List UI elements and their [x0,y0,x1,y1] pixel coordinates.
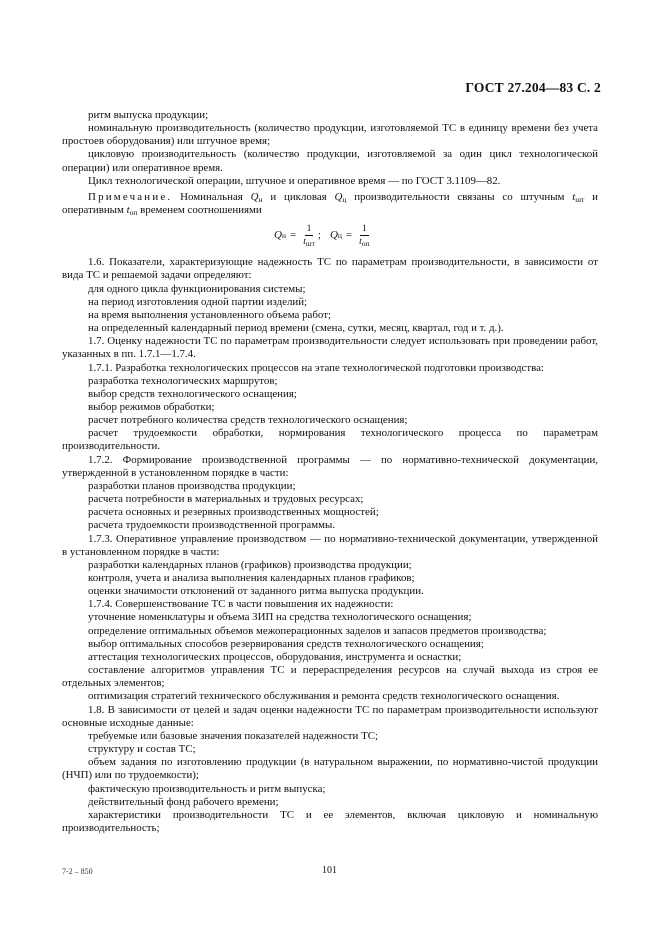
subscript: оп [129,208,138,218]
paragraph: 1.7.1. Разработка технологических процессов на этапе технологической подготовки производства: [88,361,544,374]
paragraph: на время выполнения установленного объема работ; [88,308,331,321]
paragraph: требуемые или базовые значения показателей надежности ТС; [88,729,379,742]
paragraph: контроля, учета и анализа выполнения календарных планов графиков; [88,572,415,584]
paragraph: расчета потребности в материальных и трудовых ресурсах; [88,493,364,506]
note-text: и цикловая [262,190,335,203]
paragraph: разработки планов производства продукции; [88,479,296,492]
subscript: ц [342,194,347,204]
symbol-q: Q [334,190,343,203]
equals-sign: = [345,229,353,242]
paragraph: номинальную производительность (количество продукции, изготовляемой ТС в единицу времени без учета простоев оборудования) или штучное время; [62,122,598,148]
paragraph: разработка технологических маршрутов; [88,374,278,387]
paragraph: определение оптимальных объемов межоперационных заделов и запасов предметов производства; [88,624,547,637]
document-body [62,109,598,835]
symbol-t: t [572,190,576,203]
denominator: $t_{оп}$ [359,237,370,249]
paragraph: на определенный календарный период времени (смена, сутки, месяц, квартал, год и т. д.). [88,322,504,335]
formula: Q н = $\frac{1}{t_{шт}}$ ; Q ц = $\frac{1}{t_{оп}}$ [274,224,370,249]
paragraph: для одного цикла функционирования системы; [88,282,306,295]
paragraph: 1.6. Показатели, характеризующие надежность ТС по параметрам производительности, в зависимости от вида ТС и решаемой задачи определяют: [62,256,598,282]
paragraph: характеристики производительности ТС и ее элементов, включая цикловую и номинальную производительность; [62,808,598,834]
paragraph: аттестация технологических процессов, оборудования, инструмента и оснастки; [88,650,462,663]
note-text: производительности связаны со штучным [346,190,573,203]
symbol-q: Q [329,229,338,242]
paragraph: 1.7.4. Совершенствование ТС в части повышения их надежности: [88,598,394,611]
paragraph: на период изготовления одной партии изделий; [88,295,308,308]
paragraph: уточнение номенклатуры и объема ЗИП на средства технологического оснащения; [88,611,472,624]
paragraph: Цикл технологической операции, штучное и оперативное время — по ГОСТ 3.1109—82. [88,174,501,187]
paragraph: выбор режимов обработки; [88,400,215,413]
paragraph: составление алгоритмов управления ТС и перераспределения ресурсов на случай выхода из строя ее отдельных элементов; [62,664,598,690]
paragraph: расчет потребного количества средств технологического оснащения; [88,414,408,427]
note-paragraph [62,191,598,217]
page-header: ГОСТ 27.204—83 С. 2 [465,80,601,95]
equals-sign: = [289,229,297,242]
symbol-q: Q [250,190,259,203]
numerator: 1 [361,224,367,235]
paragraph: 1.7.3. Оперативное управление производством — по нормативно-технической документации, утвержденной в установленном порядке в части: [62,532,598,558]
symbol-q: Q [274,229,282,242]
paragraph: ритм выпуска продукции; [88,109,209,121]
numerator: 1 [306,224,312,235]
paragraph: 1.8. В зависимости от целей и задач оценки надежности ТС по параметрам производительности используют основные исходные данные: [62,703,598,729]
fraction [359,224,369,247]
paragraph: выбор средств технологического оснащения; [88,387,297,400]
paragraph: цикловую производительность (количество продукции, изготовляемой за один цикл технологической операции) или оперативное время. [62,148,598,174]
paragraph: расчета основных и резервных производственных мощностей; [88,506,379,519]
note-text: временем соотношениями [137,204,262,217]
paragraph: разработки календарных планов (графиков) производства продукции; [88,558,412,571]
note-text: Номинальная [172,190,251,203]
subscript: шт [575,194,585,204]
note-label: Примечание. [88,190,173,203]
paragraph: фактическую производительность и ритм выпуска; [88,782,326,795]
paragraph: действительный фонд рабочего времени; [88,795,279,808]
subscript: н [258,194,263,204]
paragraph: 1.7. Оценку надежности ТС по параметрам производительности следует использовать при проведении работ, указанных в пп. 1.7.1—1.7.4. [62,335,598,361]
denominator: $t_{шт}$ [303,237,315,249]
paragraph: 1.7.2. Формирование производственной программы — по нормативно-технической документации, утвержденной в установленном порядке в части: [62,453,598,479]
page-number: 101 [322,865,337,876]
paragraph: оценки значимости отклонений от заданного ритма выпуска продукции. [88,585,424,598]
paragraph: выбор оптимальных способов резервирования средств технологического оснащения; [88,637,484,650]
separator: ; [317,229,321,242]
symbol-t: t [126,204,130,217]
fraction [303,224,315,247]
note-text: и оперативным [62,190,598,217]
paragraph: расчет трудоемкости обработки, нормирования технологического процесса по параметрам производительности. [62,427,598,453]
print-code: 7-2 – 850 [62,867,93,876]
paragraph: объем задания по изготовлению продукции (в натуральном выражении, по нормативно-чистой продукции (НЧП) или по трудоемкости); [62,756,598,782]
paragraph: оптимизация стратегий технического обслуживания и ремонта средств технологического оснащения. [88,690,560,703]
paragraph: расчета трудоемкости производственной программы. [88,519,336,532]
paragraph: структуру и состав ТС; [88,743,196,756]
